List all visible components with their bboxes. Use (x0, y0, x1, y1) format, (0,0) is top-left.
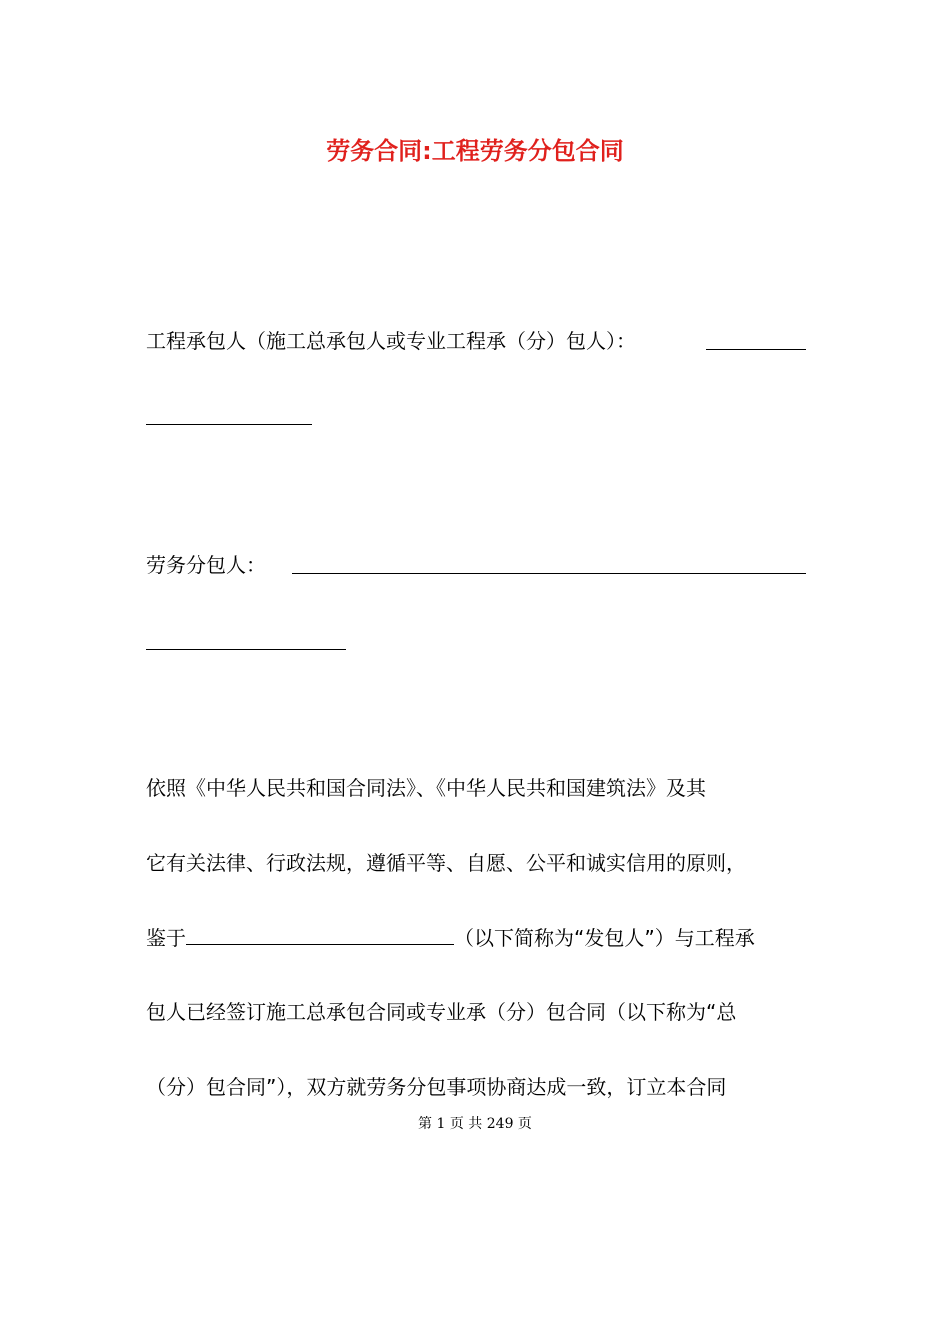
paragraph-line-2: 它有关法律、行政法规，遵循平等、自愿、公平和诚实信用的原则， (146, 851, 746, 875)
subcontractor-blank-line-1 (292, 573, 806, 574)
issuer-blank-line (186, 926, 454, 945)
contractor-blank-line-2 (146, 424, 312, 425)
page-number-footer: 第 1 页 共 249 页 (418, 1116, 532, 1132)
paragraph-line-1: 依照《中华人民共和国合同法》、《中华人民共和国建筑法》及其 (146, 776, 706, 800)
paragraph-line-3-suffix: （以下简称为“发包人”）与工程承 (454, 926, 755, 950)
paragraph-line-4: 包人已经签订施工总承包合同或专业承（分）包合同（以下称为“总 (146, 1000, 737, 1024)
contractor-blank-line-1 (706, 349, 806, 350)
subcontractor-label: 劳务分包人： (146, 553, 266, 577)
subcontractor-blank-line-2 (146, 649, 346, 650)
contractor-label: 工程承包人（施工总承包人或专业工程承（分）包人）： (146, 329, 636, 353)
document-title: 劳务合同:工程劳务分包合同 (326, 137, 624, 165)
paragraph-line-3-prefix: 鉴于 (146, 926, 186, 950)
paragraph-line-5: （分）包合同”），双方就劳务分包事项协商达成一致，订立本合同 (146, 1075, 727, 1099)
paragraph-line-3 (146, 924, 755, 952)
